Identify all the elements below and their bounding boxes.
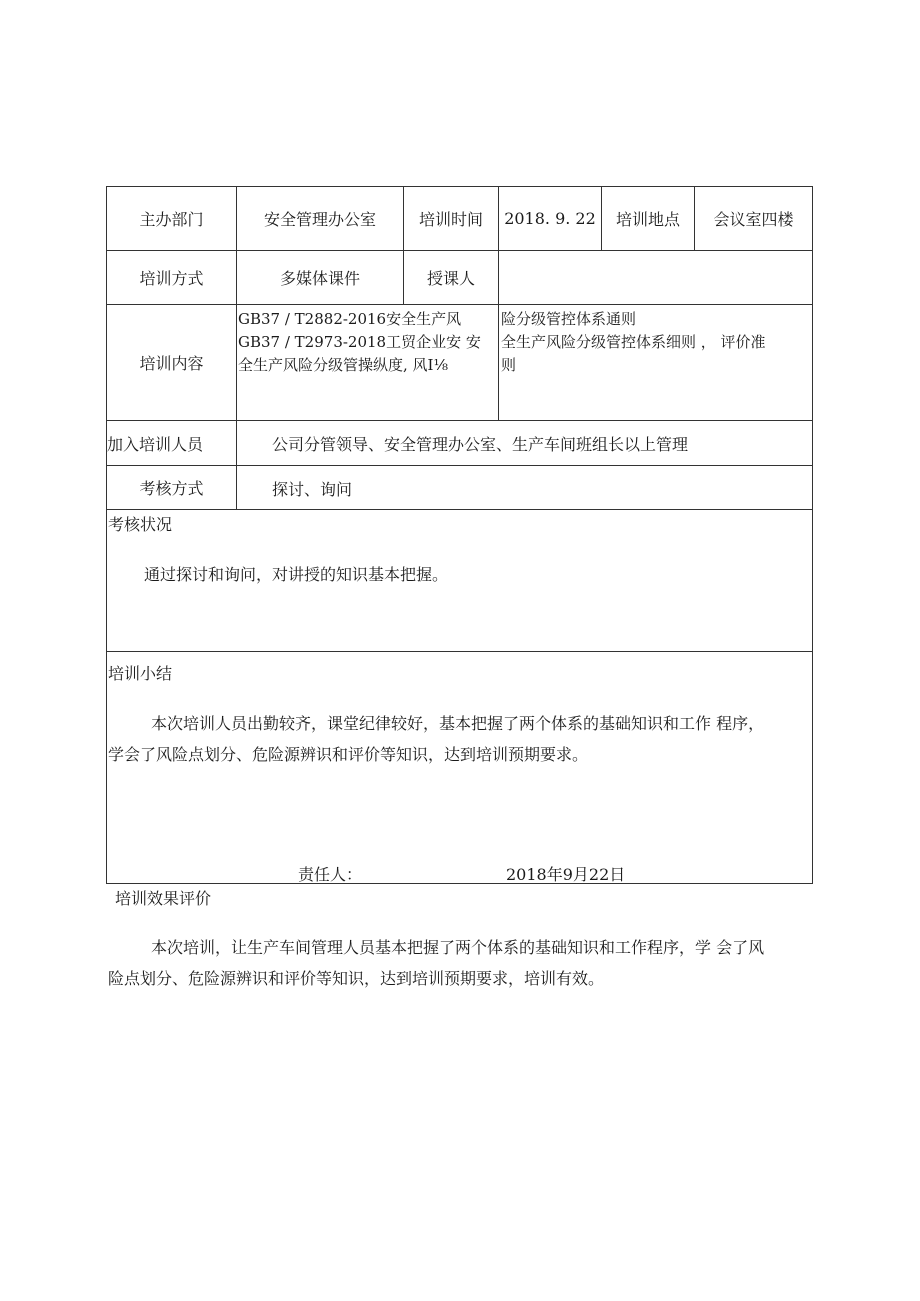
participants-label: 加入培训人员 xyxy=(107,434,204,454)
location-value: 会议室四楼 xyxy=(713,210,794,229)
summary-line: 学会了风险点划分、危险源辨识和评价等知识，达到培训预期要求。 xyxy=(108,745,589,764)
summary-line: 本次培训人员出勤较齐，课堂纪律较好，基本把握了两个体系的基础知识和工作 程序， xyxy=(151,714,765,733)
time-value: 2018. 9. 22 xyxy=(504,209,596,228)
method-value: 多媒体课件 xyxy=(279,269,360,288)
content-right-line: 则 xyxy=(501,356,517,374)
method-label: 培训方式 xyxy=(139,269,204,288)
teacher-label: 授课人 xyxy=(426,269,475,288)
dept-value: 安全管理办公室 xyxy=(263,210,376,229)
assessment-status-text: 通过探讨和询问，对讲授的知识基本把握。 xyxy=(144,565,449,584)
content-left-line: GB37 / T2882-2016安全生产风 xyxy=(238,310,462,328)
assessment-method-label: 考核方式 xyxy=(139,479,204,498)
row-divider xyxy=(106,509,813,510)
assessment-method-value: 探讨、询问 xyxy=(272,480,353,499)
assessment-status-label: 考核状况 xyxy=(108,515,173,534)
location-label: 培训地点 xyxy=(615,210,680,229)
content-left-line: GB37 / T2973-2018工贸企业安 安 xyxy=(238,333,481,351)
responsible-label: 责任人： xyxy=(298,865,363,884)
teacher-value xyxy=(499,251,812,304)
time-label: 培训时间 xyxy=(418,210,483,229)
content-right-line: 险分级管控体系通则 xyxy=(501,310,637,328)
row-divider xyxy=(106,651,813,652)
summary-date: 2018年9月22日 xyxy=(506,865,626,884)
summary-label: 培训小结 xyxy=(108,664,173,683)
content-label: 培训内容 xyxy=(139,354,204,373)
evaluation-line: 本次培训，让生产车间管理人员基本把握了两个体系的基础知识和工作程序，学 会了风 xyxy=(151,938,765,957)
dept-label: 主办部门 xyxy=(139,210,204,229)
evaluation-label: 培训效果评价 xyxy=(115,889,212,908)
content-right-line: 全生产风险分级管控体系细则 ， 评价准 xyxy=(501,333,766,351)
evaluation-line: 险点划分、危险源辨识和评价等知识，达到培训预期要求，培训有效。 xyxy=(108,969,605,988)
content-left-line: 全生产风险分级管操纵度, 风Ⅰ⅛ xyxy=(238,356,449,374)
participants-value: 公司分管领导、安全管理办公室、生产车间班组长以上管理 xyxy=(272,435,689,454)
